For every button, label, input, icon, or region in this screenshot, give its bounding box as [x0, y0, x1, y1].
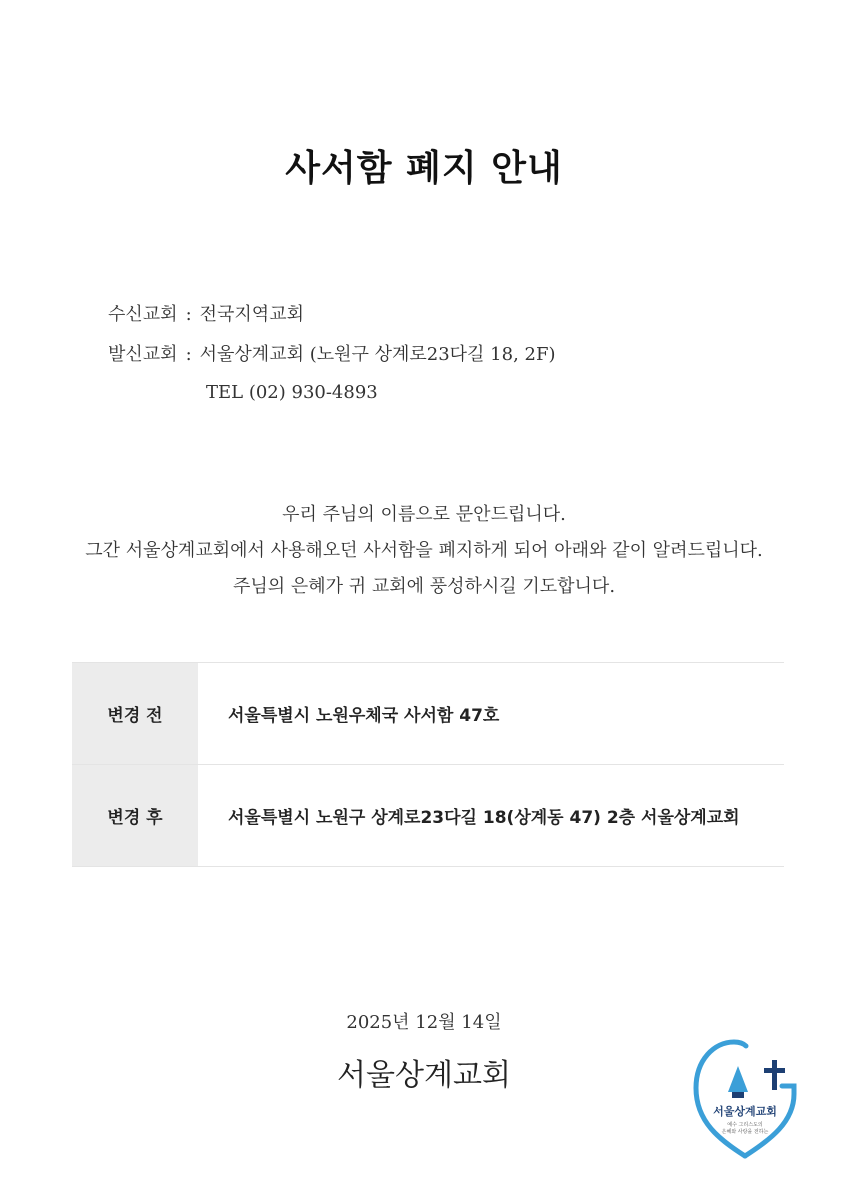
church-seal-logo — [690, 1030, 800, 1162]
sender-label: 발신교회 — [108, 344, 178, 365]
sender-separator: : — [185, 344, 192, 365]
table-row — [72, 663, 784, 765]
change-before-value: 서울특별시 노원우체국 사서함 47호 — [228, 706, 500, 726]
sender-row — [108, 340, 555, 366]
heart-church-cross-icon — [745, 1086, 794, 1156]
recipient-label: 수신교회 — [108, 304, 178, 325]
recipient-separator: : — [185, 304, 192, 325]
change-after-value: 서울특별시 노원구 상계로23다길 18(상계동 47) 2층 서울상계교회 — [228, 808, 740, 828]
recipient-row — [108, 300, 304, 326]
body-line: 그간 서울상계교회에서 사용해오던 사서함을 폐지하게 되어 아래와 같이 알려드립니다. — [85, 540, 763, 561]
address-change-table — [72, 662, 784, 867]
table-row — [72, 765, 784, 867]
seal-text: 서울상계교회 — [713, 1105, 777, 1118]
sender-value: 서울상계교회 (노원구 상계로23다길 18, 2F) — [199, 344, 556, 365]
sender-tel: TEL (02) 930-4893 — [206, 382, 378, 403]
body-line: 우리 주님의 이름으로 문안드립니다. — [282, 504, 566, 525]
change-before-label: 변경 전 — [72, 663, 198, 765]
page-title: 사서함 폐지 안내 — [285, 148, 563, 189]
heart-church-cross-icon — [696, 1042, 746, 1156]
body-line: 주님의 은혜가 귀 교회에 풍성하시길 기도합니다. — [232, 576, 616, 597]
seal-subtext: 은혜와 사랑을 전하는 — [721, 1129, 769, 1135]
church-signature: 서울상계교회 — [337, 1058, 511, 1093]
recipient-value: 전국지역교회 — [199, 304, 304, 325]
letter-date: 2025년 12월 14일 — [346, 1012, 502, 1033]
cross-icon — [772, 1060, 777, 1090]
church-steeple-icon — [728, 1066, 748, 1092]
letter-body — [0, 502, 848, 610]
change-after-label: 변경 후 — [72, 765, 198, 867]
seal-subtext: 예수 그리스도의 — [727, 1122, 763, 1128]
